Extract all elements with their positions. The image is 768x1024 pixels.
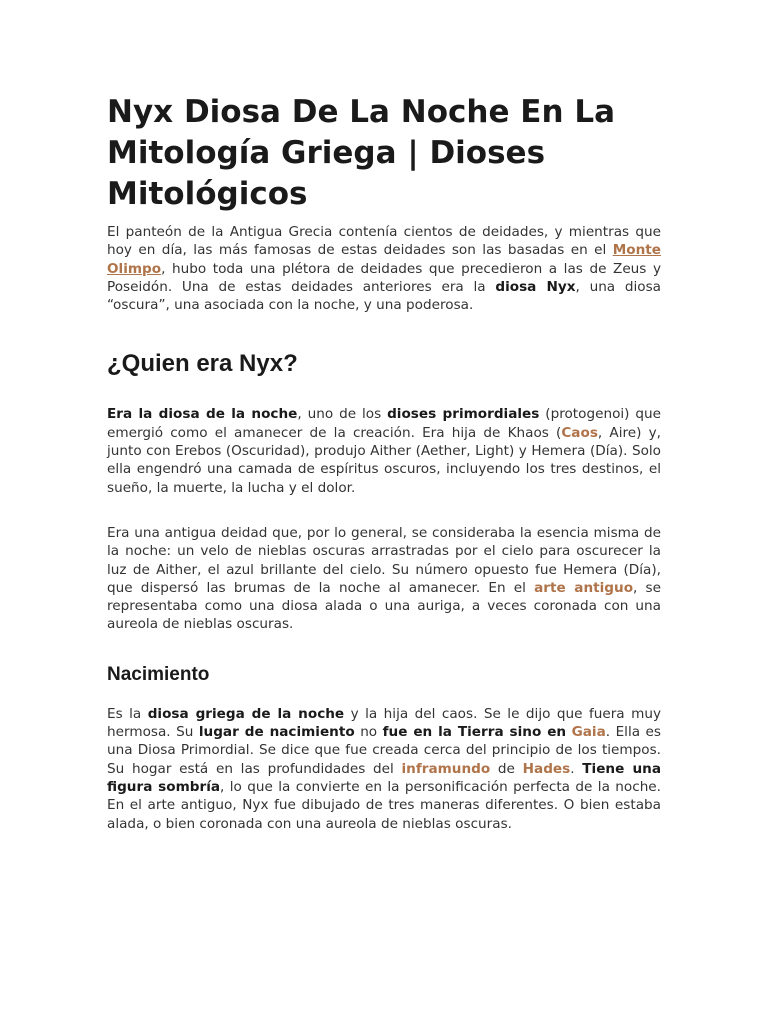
gaia-link[interactable]: Gaia <box>571 724 606 741</box>
text-segment: de <box>490 760 523 777</box>
fue-en-la-tierra-bold: fue en la Tierra sino en <box>382 724 567 741</box>
text-segment: Es la <box>107 705 148 722</box>
section-heading-quien-era-nyx: ¿Quien era Nyx? <box>107 350 298 378</box>
text-segment: Era una antigua deidad que, por lo general, se consideraba la esencia misma de la noche: un velo de nieblas oscuras arrastradas por el cielo para oscurecer la luz de Aither, el azul brillante del cielo. Su número opuesto fue Hemera (Día), que dispersó las brumas de la noche al amanecer. En el <box>107 524 661 596</box>
caos-link[interactable]: Caos <box>561 424 598 441</box>
quien-era-nyx-paragraph-1 <box>107 405 661 496</box>
intro-text-2: , hubo toda una plétora de deidades que precedieron a las de Zeus y Poseidón. Una de estas deidades anteriores era la <box>107 260 661 295</box>
lugar-de-nacimiento-bold: lugar de nacimiento <box>198 724 355 741</box>
diosa-nyx-bold: diosa Nyx <box>495 278 576 295</box>
text-segment: no <box>354 724 383 741</box>
arte-antiguo-link[interactable]: arte antiguo <box>534 579 634 596</box>
intro-paragraph <box>107 223 661 314</box>
text-segment: . <box>570 760 583 777</box>
text-segment: , Aire) y, junto con Erebos (Oscuridad), produjo Aither (Aether, Light) y Hemera (Día). Solo ella engendró una camada de espíritus oscuros, incluyendo los tres destinos, el sueño, la muerte, la lucha y el dolor. <box>107 424 661 496</box>
diosa-griega-bold: diosa griega de la noche <box>147 705 345 722</box>
hades-link[interactable]: Hades <box>522 760 571 777</box>
era-la-diosa-bold: Era la diosa de la noche <box>107 406 298 423</box>
text-segment: (protogenoi) que emergió como el amanecer de la creación. Era hija de Khaos ( <box>107 406 661 441</box>
quien-era-nyx-paragraph-2 <box>107 524 661 634</box>
text-segment: , uno de los <box>297 406 388 423</box>
text-segment: y la hija del caos. Se le dijo que fuera muy hermosa. Su <box>107 705 661 741</box>
text-segment: , lo que la convierte en la personificación perfecta de la noche. En el arte antiguo, Nyx fue dibujado de tres maneras diferentes. O bien estaba alada, o bien coronada con una aureola de nieblas oscuras. <box>107 778 661 832</box>
inframundo-link[interactable]: inframundo <box>401 760 491 777</box>
page-title: Nyx Diosa De La Noche En La Mitología Griega | Dioses Mitológicos <box>107 94 615 212</box>
nacimiento-paragraph <box>107 705 661 833</box>
intro-text-3: , una diosa “oscura”, una asociada con la noche, y una poderosa. <box>107 278 662 314</box>
dioses-primordiales-bold: dioses primordiales <box>387 406 540 423</box>
section-heading-nacimiento: Nacimiento <box>107 663 210 685</box>
monte-olimpo-link[interactable]: Monte Olimpo <box>107 242 661 277</box>
intro-text-1: El panteón de la Antigua Grecia contenía cientos de deidades, y mientras que hoy en día, las más famosas de estas deidades son las basadas en el <box>107 224 661 259</box>
text-segment: . Ella es una Diosa Primordial. Se dice que fue creada cerca del principio de los tiempos. Su hogar está en las profundidades del <box>107 724 661 777</box>
article <box>107 92 661 833</box>
figura-sombria-bold: Tiene una figura sombría <box>107 760 661 795</box>
text-segment: , se representaba como una diosa alada o una auriga, a veces coronada con una aureola de nieblas oscuras. <box>107 579 661 633</box>
